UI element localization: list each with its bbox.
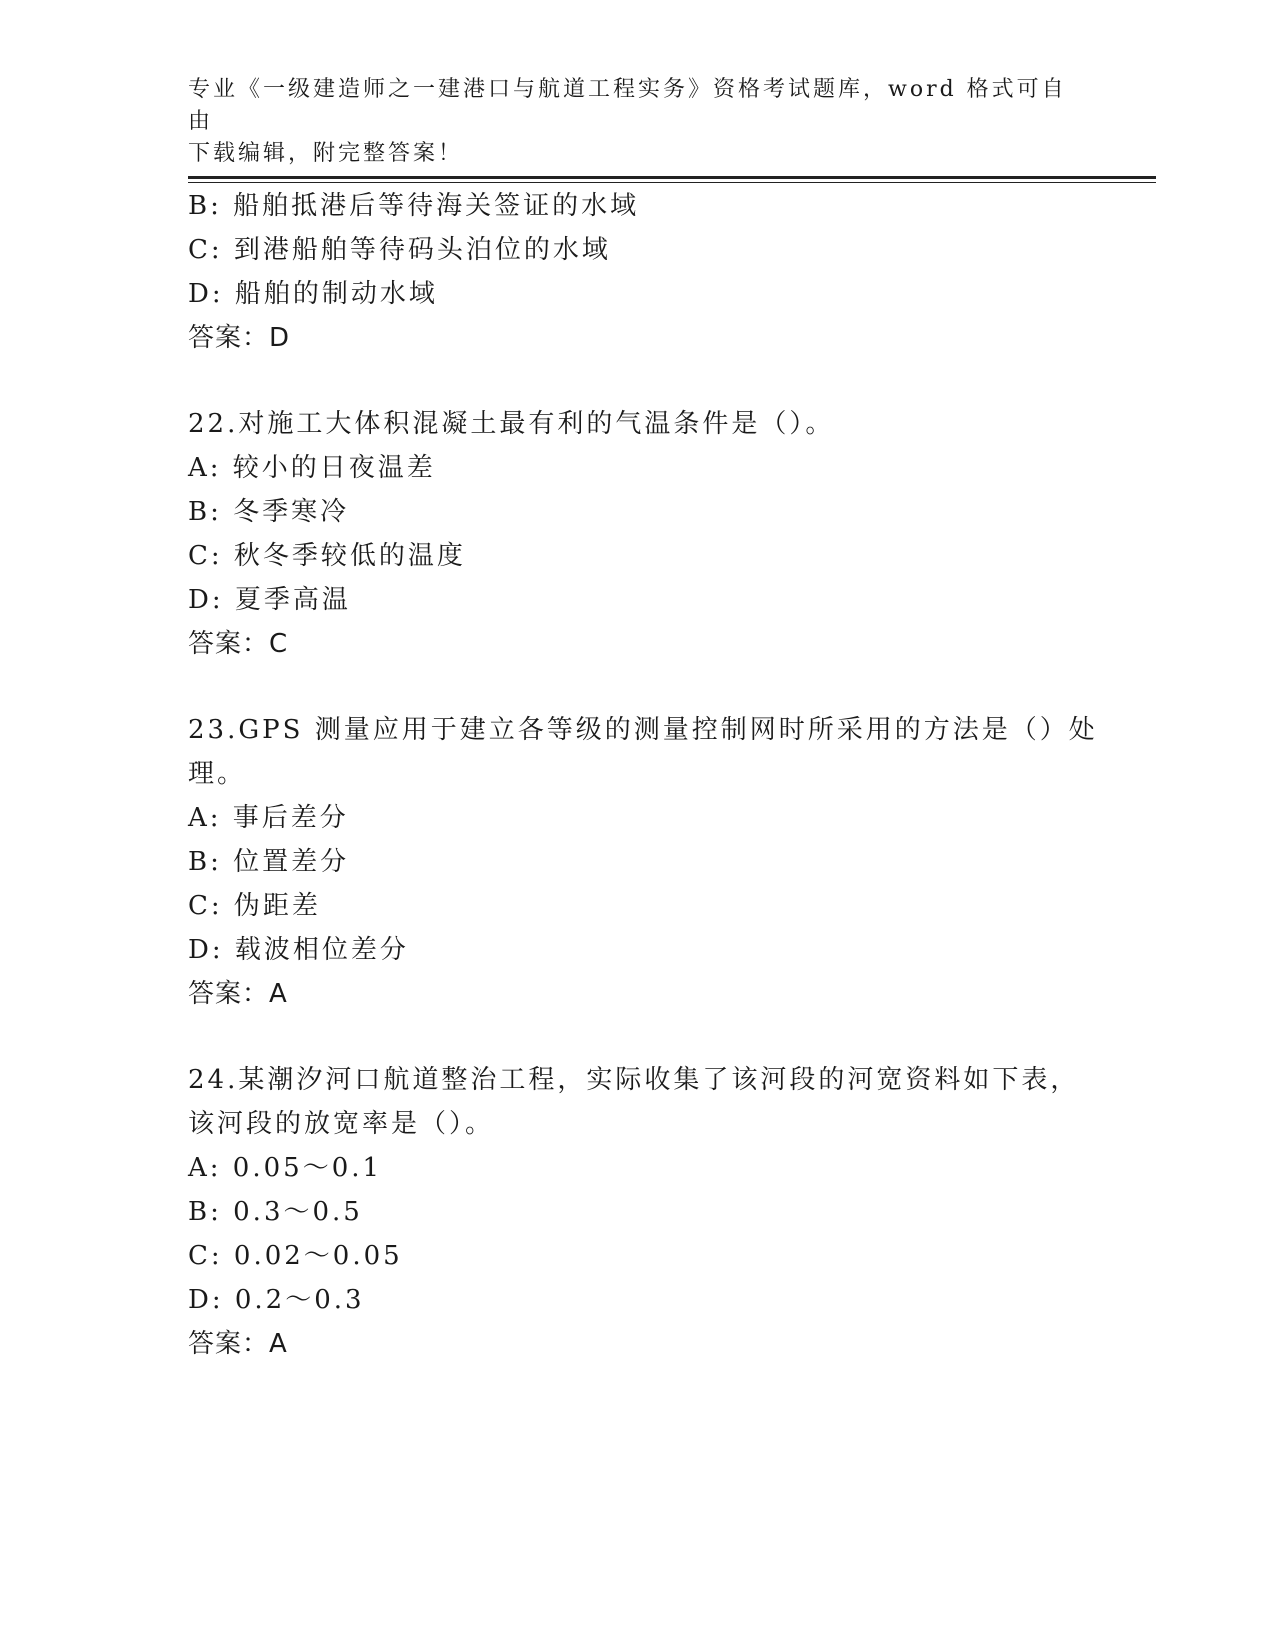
q22-stem: 22.对施工大体积混凝土最有利的气温条件是（）。: [188, 409, 835, 439]
q21-answer: 答案：D: [188, 323, 291, 353]
q24-option-c: C: 0.02～0.05: [188, 1241, 403, 1271]
q24-option-d: D: 0.2～0.3: [188, 1285, 365, 1315]
q21-option-c: C: 到港船舶等待码头泊位的水域: [188, 235, 611, 265]
q23-stem-line-1: 23.GPS 测量应用于建立各等级的测量控制网时所采用的方法是（）处: [188, 715, 1098, 745]
q23-stem-line-2: 理。: [188, 759, 247, 789]
q23-option-b: B: 位置差分: [188, 847, 350, 877]
header-line-2: 下载编辑，附完整答案！: [188, 141, 464, 166]
q21-option-d: D: 船舶的制动水域: [188, 279, 438, 309]
q24-stem-line-2: 该河段的放宽率是（）。: [188, 1109, 495, 1139]
header-rule-thick: [188, 176, 1156, 179]
q23-answer: 答案：A: [188, 979, 288, 1009]
q23-option-d: D: 载波相位差分: [188, 935, 409, 965]
q22-option-d: D: 夏季高温: [188, 585, 351, 615]
header-line-1: 专业《一级建造师之一建港口与航道工程实务》资格考试题库，word 格式可自由: [188, 77, 1067, 134]
header-rule-thin: [188, 182, 1156, 183]
q22-answer: 答案：C: [188, 629, 289, 659]
q23-option-c: C: 伪距差: [188, 891, 321, 921]
q22-option-a: A: 较小的日夜温差: [188, 453, 436, 483]
q21-option-b: B: 船舶抵港后等待海关签证的水域: [188, 191, 640, 221]
document-header: [188, 74, 1088, 170]
q23-option-a: A: 事后差分: [188, 803, 349, 833]
q22-option-c: C: 秋冬季较低的温度: [188, 541, 466, 571]
q22-option-b: B: 冬季寒冷: [188, 497, 350, 527]
q24-stem-line-1: 24.某潮汐河口航道整治工程，实际收集了该河段的河宽资料如下表，: [188, 1065, 1080, 1095]
q24-option-a: A: 0.05～0.1: [188, 1153, 383, 1183]
q24-option-b: B: 0.3～0.5: [188, 1197, 363, 1227]
q24-answer: 答案：A: [188, 1329, 288, 1359]
